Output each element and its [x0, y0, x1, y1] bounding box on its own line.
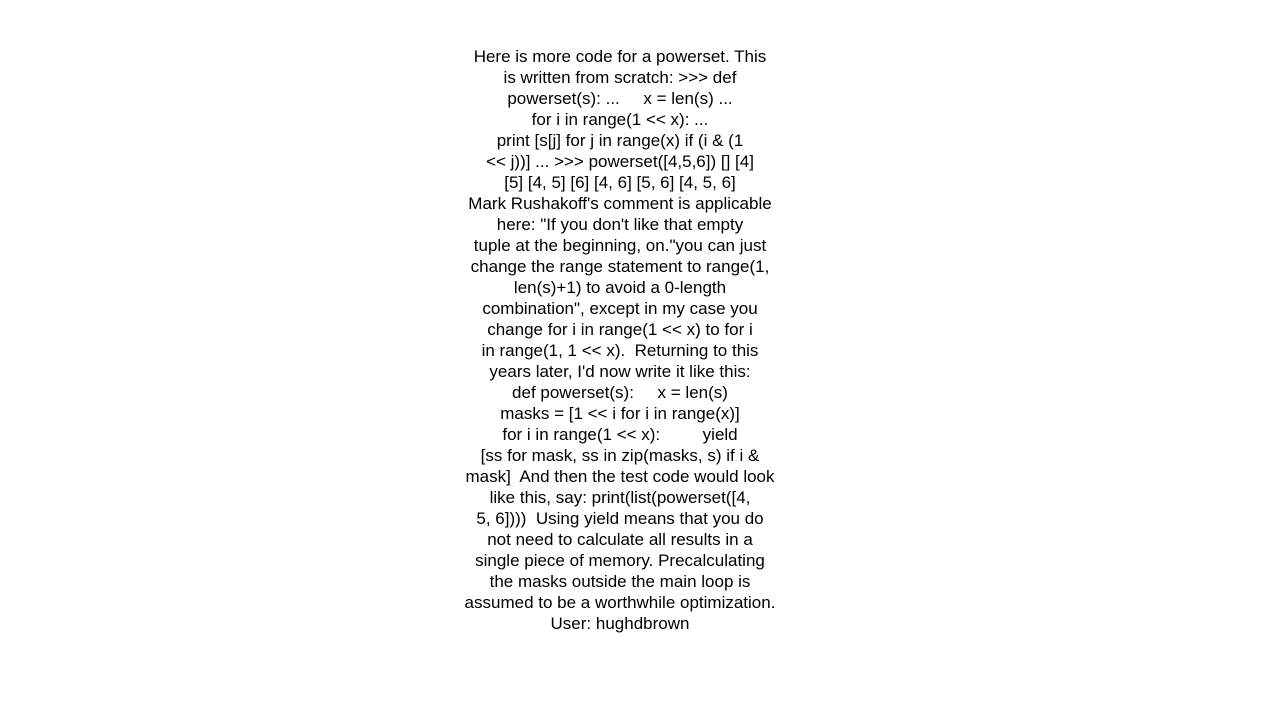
text-line: assumed to be a worthwhile optimization.	[464, 593, 776, 612]
text-line: single piece of memory. Precalculating	[475, 551, 765, 570]
text-line: the masks outside the main loop is	[489, 572, 751, 591]
text-line: change for i in range(1 << x) to for i	[487, 320, 753, 339]
answer-text-block	[440, 46, 800, 634]
text-line: Here is more code for a powerset. This	[473, 47, 767, 66]
text-line: like this, say: print(list(powerset([4,	[489, 488, 751, 507]
text-line: User: hughdbrown	[550, 614, 690, 633]
text-line: tuple at the beginning, on."you can just	[473, 236, 767, 255]
text-line: mask] And then the test code would look	[465, 467, 775, 486]
text-line: not need to calculate all results in a	[487, 530, 753, 549]
text-line: combination", except in my case you	[482, 299, 758, 318]
text-line: in range(1, 1 << x). Returning to this	[481, 341, 759, 360]
text-line: len(s)+1) to avoid a 0-length	[513, 278, 727, 297]
text-line: for i in range(1 << x): ...	[531, 110, 709, 129]
text-line: [ss for mask, ss in zip(masks, s) if i &	[480, 446, 760, 465]
text-line: is written from scratch: >>> def	[503, 68, 737, 87]
text-line: print [s[j] for j in range(x) if (i & (1	[496, 131, 744, 150]
text-line: << j))] ... >>> powerset([4,5,6]) [] [4]	[486, 152, 754, 171]
text-line: def powerset(s): x = len(s)	[512, 383, 728, 402]
text-line: here: "If you don't like that empty	[496, 215, 744, 234]
text-line: Mark Rushakoff's comment is applicable	[468, 194, 772, 213]
text-line: [5] [4, 5] [6] [4, 6] [5, 6] [4, 5, 6]	[504, 173, 736, 192]
text-line: for i in range(1 << x): yield	[502, 425, 738, 444]
text-line: years later, I'd now write it like this:	[489, 362, 751, 381]
text-line: powerset(s): ... x = len(s) ...	[507, 89, 733, 108]
text-line: change the range statement to range(1,	[470, 257, 770, 276]
text-line: 5, 6]))) Using yield means that you do	[476, 509, 764, 528]
text-line: masks = [1 << i for i in range(x)]	[500, 404, 740, 423]
